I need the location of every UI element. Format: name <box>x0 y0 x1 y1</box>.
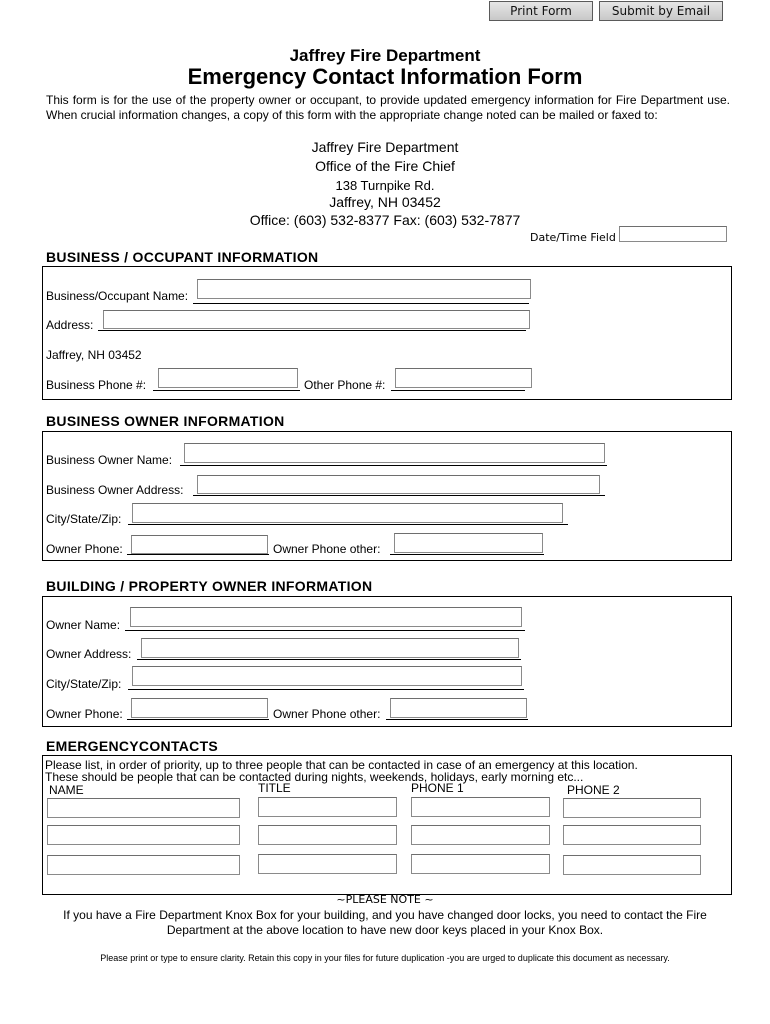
emergency-section-heading: EMERGENCYCONTACTS <box>46 738 219 754</box>
owner-phone-field[interactable] <box>131 535 268 554</box>
property-owner-name-label: Owner Name: <box>46 618 121 632</box>
column-name-header: NAME <box>49 783 84 797</box>
page-title: Emergency Contact Information Form <box>187 64 583 89</box>
column-phone2-header: PHONE 2 <box>567 783 620 797</box>
owner-other-phone-field[interactable] <box>394 533 543 553</box>
contact-1-title-field[interactable] <box>258 797 397 817</box>
business-name-field[interactable] <box>197 279 531 299</box>
contact-1-name-field[interactable] <box>47 798 240 818</box>
owner-address-label: Business Owner Address: <box>46 483 184 497</box>
column-title-header: TITLE <box>258 781 291 795</box>
property-phone-label: Owner Phone: <box>46 707 123 721</box>
owner-other-phone-label: Owner Phone other: <box>273 542 381 556</box>
column-phone1-header: PHONE 1 <box>411 781 464 795</box>
owner-name-field[interactable] <box>184 443 605 463</box>
contact-2-name-field[interactable] <box>47 825 240 845</box>
property-city-underline <box>128 689 524 690</box>
address-line-2: Office of the Fire Chief <box>315 158 455 174</box>
property-owner-name-underline <box>125 630 525 631</box>
owner-city-underline <box>128 524 568 525</box>
business-other-phone-label: Other Phone #: <box>304 378 386 392</box>
emergency-instructions-2: These should be people that can be contacted during nights, weekends, holidays, early morning etc... <box>45 770 584 784</box>
owner-city-field[interactable] <box>132 503 563 523</box>
property-other-phone-underline <box>386 719 528 720</box>
property-owner-address-label: Owner Address: <box>46 647 132 661</box>
contact-3-phone1-field[interactable] <box>411 854 550 874</box>
please-note-heading: ~PLEASE NOTE ~ <box>336 893 434 906</box>
business-section-heading: BUSINESS / OCCUPANT INFORMATION <box>46 249 319 265</box>
business-city: Jaffrey, NH 03452 <box>46 348 142 362</box>
owner-section-heading: BUSINESS OWNER INFORMATION <box>46 413 285 429</box>
contact-3-phone2-field[interactable] <box>563 855 701 875</box>
property-phone-underline <box>127 719 269 720</box>
footer-disclaimer: Please print or type to ensure clarity. Retain this copy in your files for future duplication -you are urged to duplicate this document as necessary. <box>100 953 670 963</box>
business-name-label: Business/Occupant Name: <box>46 289 189 303</box>
business-other-phone-underline <box>391 390 525 391</box>
datetime-field[interactable] <box>619 226 727 242</box>
property-other-phone-label: Owner Phone other: <box>273 707 381 721</box>
business-name-underline <box>193 303 529 304</box>
owner-name-label: Business Owner Name: <box>46 453 173 467</box>
contact-2-phone2-field[interactable] <box>563 825 701 845</box>
print-form-button[interactable]: Print Form <box>489 1 593 21</box>
contact-3-title-field[interactable] <box>258 854 397 874</box>
datetime-label: Date/Time Field <box>530 231 616 244</box>
business-address-field[interactable] <box>103 310 530 329</box>
submit-by-email-button[interactable]: Submit by Email <box>599 1 723 21</box>
department-heading: Jaffrey Fire Department <box>289 46 481 65</box>
contact-3-name-field[interactable] <box>47 855 240 875</box>
owner-name-underline <box>180 465 607 466</box>
owner-city-label: City/State/Zip: <box>46 512 122 526</box>
business-address-label: Address: <box>46 318 94 332</box>
address-line-5: Office: (603) 532-8377 Fax: (603) 532-7877 <box>249 212 521 228</box>
owner-address-field[interactable] <box>197 475 600 494</box>
property-owner-address-underline <box>137 659 521 660</box>
property-owner-name-field[interactable] <box>130 607 522 627</box>
property-section-heading: BUILDING / PROPERTY OWNER INFORMATION <box>46 578 373 594</box>
property-other-phone-field[interactable] <box>390 698 527 718</box>
owner-phone-underline <box>127 554 269 555</box>
contact-1-phone1-field[interactable] <box>411 797 550 817</box>
contact-2-title-field[interactable] <box>258 825 397 845</box>
business-address-underline <box>98 330 526 331</box>
owner-other-phone-underline <box>390 554 544 555</box>
address-line-1: Jaffrey Fire Department <box>311 139 459 155</box>
intro-paragraph: This form is for the use of the property owner or occupant, to provide updated emergency information for Fire Department use. When crucial information changes, a copy of this form with the appropriate change noted can be mailed or faxed to: <box>46 93 730 122</box>
property-owner-address-field[interactable] <box>141 638 519 658</box>
contact-2-phone1-field[interactable] <box>411 825 550 845</box>
owner-phone-label: Owner Phone: <box>46 542 123 556</box>
business-other-phone-field[interactable] <box>395 368 532 388</box>
property-phone-field[interactable] <box>131 698 268 718</box>
property-city-label: City/State/Zip: <box>46 677 122 691</box>
contact-1-phone2-field[interactable] <box>563 798 701 818</box>
business-phone-field[interactable] <box>158 368 298 388</box>
address-line-4: Jaffrey, NH 03452 <box>329 194 441 210</box>
knox-box-note: If you have a Fire Department Knox Box for your building, and you have changed door locks, you need to contact the Fire Department at the above location to have new door keys placed in your Knox Box. <box>63 908 707 937</box>
address-line-3: 138 Turnpike Rd. <box>335 178 435 193</box>
emergency-instructions-1: Please list, in order of priority, up to three people that can be contacted in case of an emergency at this location. <box>45 758 638 772</box>
property-city-field[interactable] <box>132 666 522 686</box>
owner-address-underline <box>193 495 605 496</box>
business-phone-label: Business Phone #: <box>46 378 147 392</box>
business-phone-underline <box>153 390 300 391</box>
